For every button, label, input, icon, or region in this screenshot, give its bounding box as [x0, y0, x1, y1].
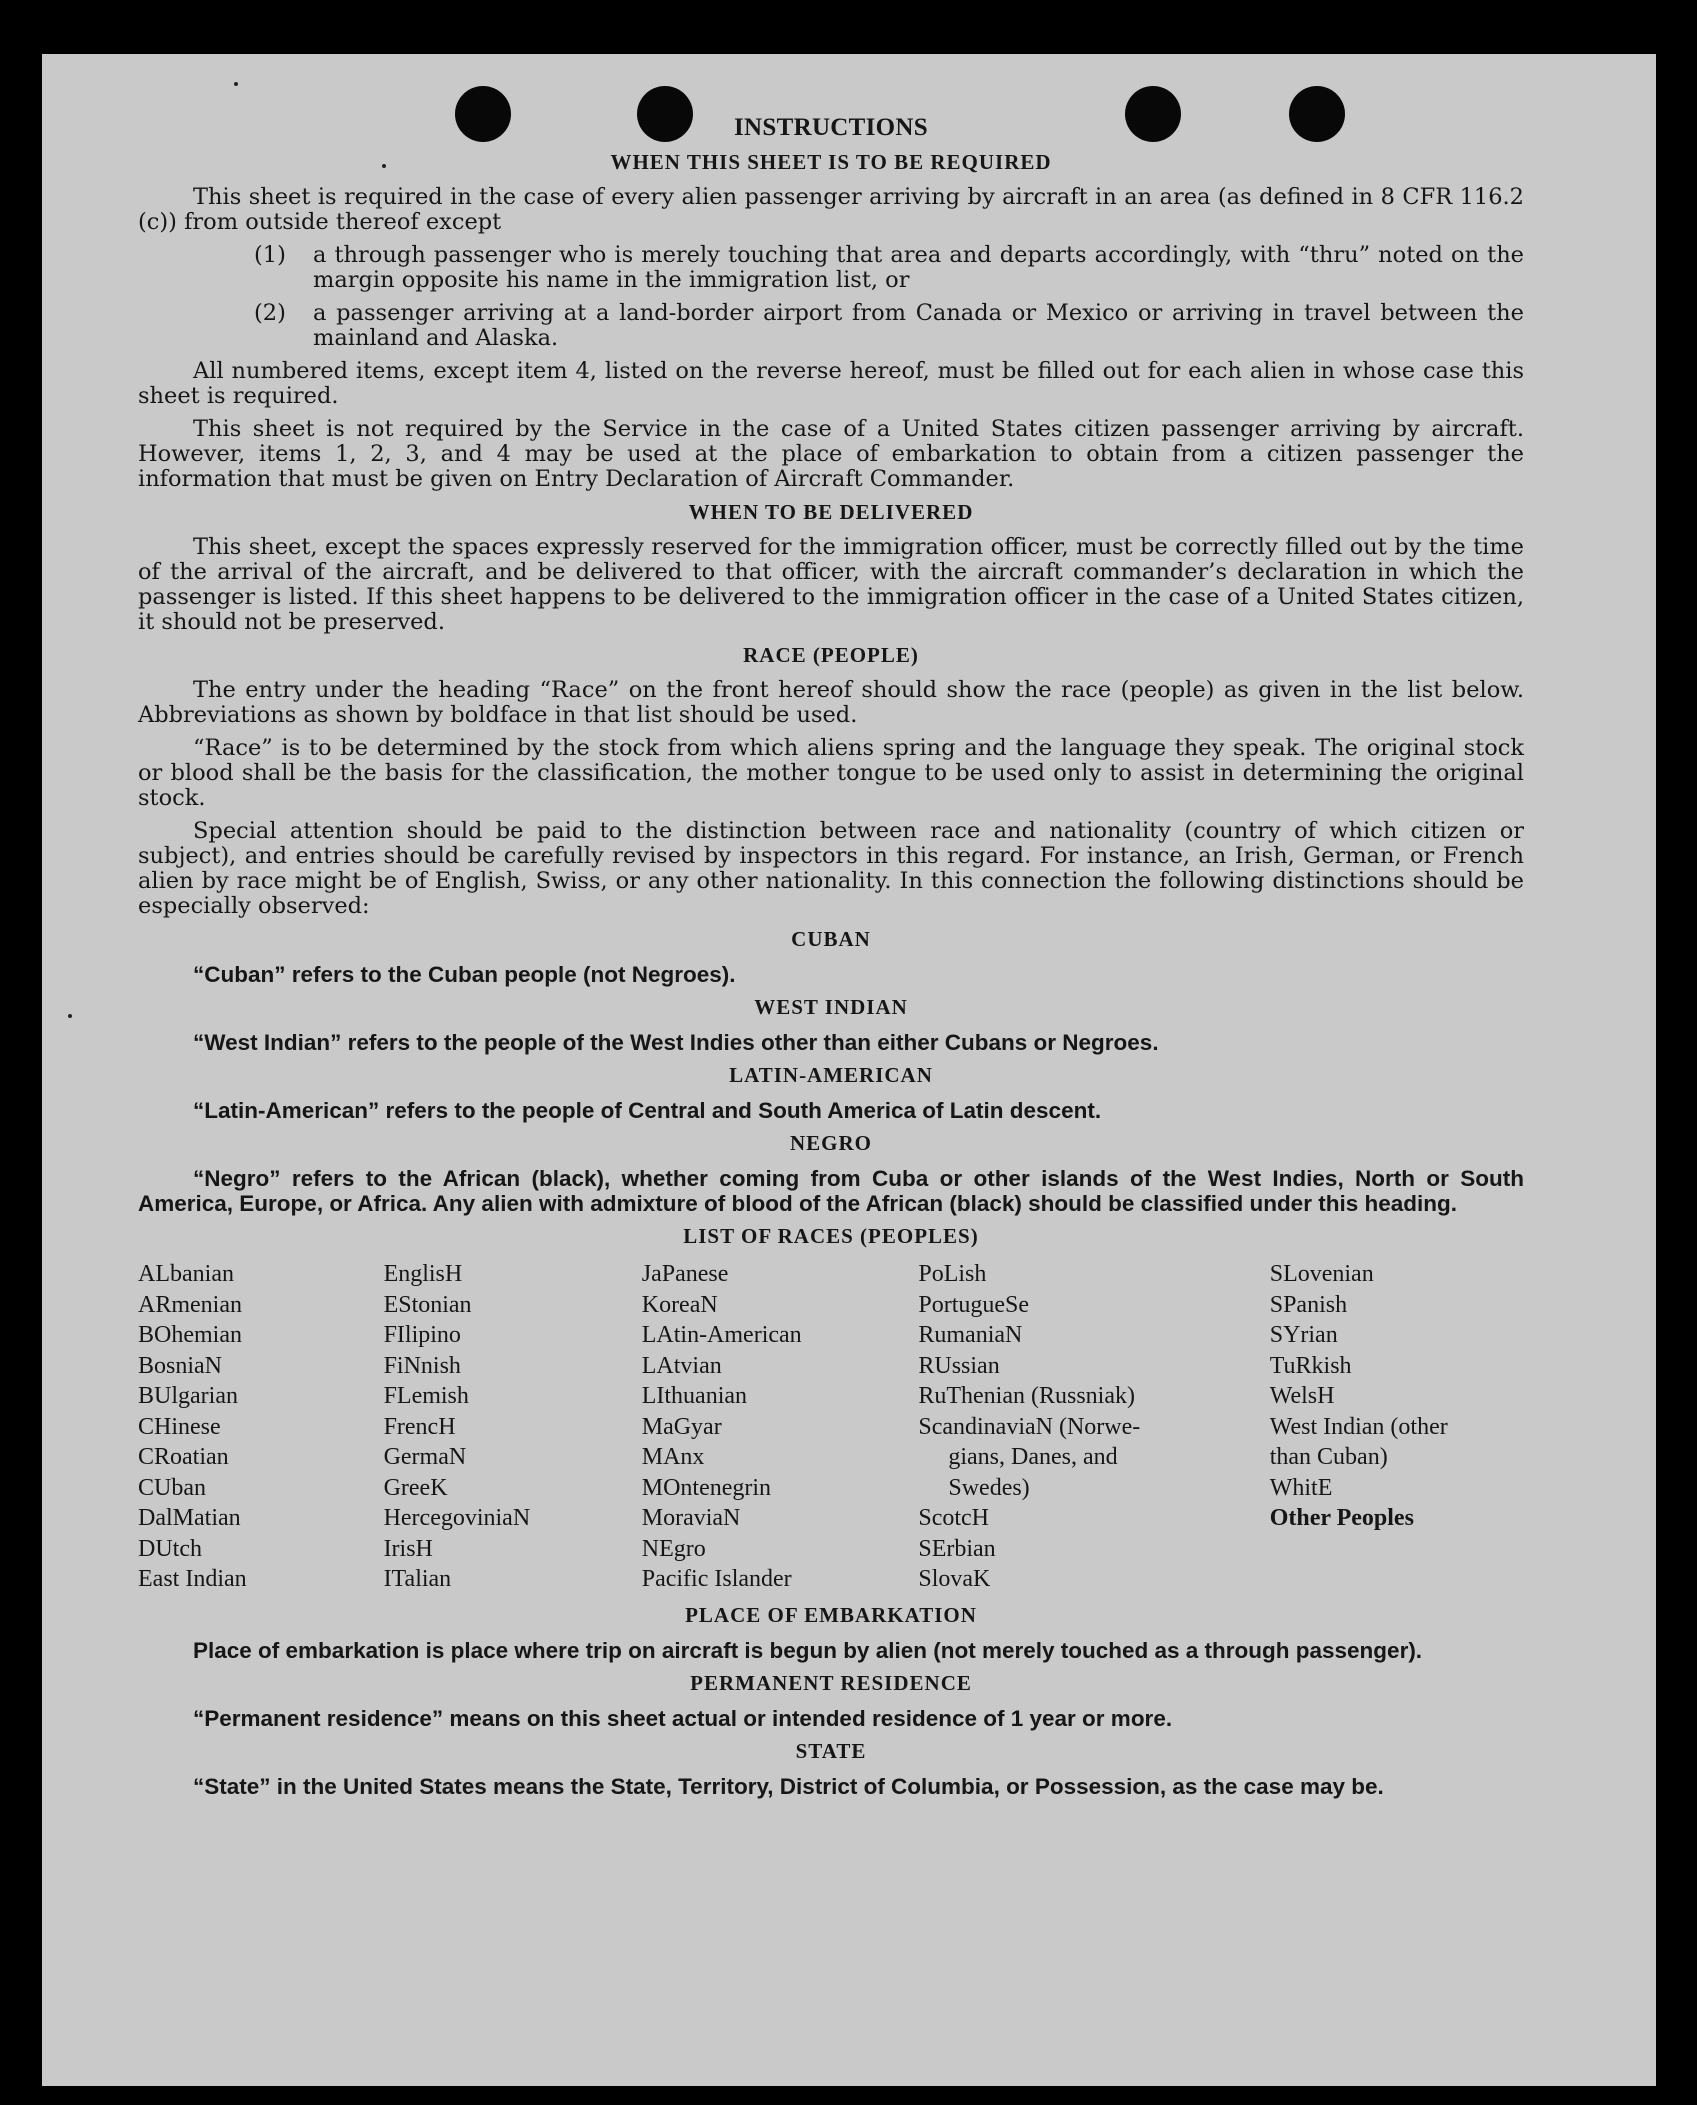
races-list — [138, 1259, 1524, 1595]
race-item: IrisH — [383, 1535, 433, 1562]
page-title: INSTRUCTIONS — [734, 114, 928, 141]
race-item: FrencH — [383, 1413, 456, 1440]
paragraph: “Cuban” refers to the Cuban people (not Negroes). — [193, 962, 736, 987]
speck — [68, 1014, 72, 1018]
race-item: TuRkish — [1269, 1352, 1352, 1379]
race-item: SLovenian — [1269, 1261, 1374, 1287]
race-item: ARmenian — [138, 1291, 242, 1318]
section-heading: CUBAN — [791, 927, 871, 951]
race-item: gians, Danes, and — [948, 1444, 1118, 1470]
race-item: WelsH — [1269, 1383, 1335, 1409]
race-item: SYrian — [1269, 1322, 1338, 1348]
paragraph: All numbered items, except item 4, listed on the reverse hereof, must be filled out for each alien in whose case this sheet is required. — [138, 358, 1524, 409]
section-heading: WEST INDIAN — [754, 995, 908, 1019]
race-item: LAtin-American — [641, 1322, 802, 1348]
races-column — [1270, 1259, 1524, 1595]
paragraph: “Permanent residence” means on this sheet actual or intended residence of 1 year or more. — [193, 1705, 1173, 1731]
race-item: than Cuban) — [1269, 1444, 1388, 1470]
race-item: BUlgarian — [138, 1383, 238, 1409]
paragraph: Special attention should be paid to the distinction between race and nationality (country of which citizen or subject), and entries should be carefully revised by inspectors in this regard. For instance, an Irish, German, or French alien by race might be of English, Swiss, or any other nationality. In this connection the following distinctions should be especially observed: — [138, 818, 1524, 919]
race-item: WhitE — [1269, 1474, 1333, 1501]
races-column — [642, 1259, 919, 1595]
punch-hole — [1125, 86, 1181, 142]
race-item: HercegoviniaN — [383, 1505, 531, 1531]
race-item: SErbian — [918, 1535, 996, 1562]
race-item: ScotcH — [918, 1505, 990, 1531]
race-item: West Indian (other — [1269, 1413, 1448, 1440]
section-heading: PLACE OF EMBARKATION — [685, 1602, 977, 1627]
race-item: FiNnish — [383, 1352, 461, 1379]
race-item: ALbanian — [138, 1261, 234, 1287]
document-sheet — [42, 54, 1656, 2086]
section-heading: LATIN-AMERICAN — [729, 1063, 933, 1087]
race-item: RumaniaN — [918, 1322, 1023, 1348]
exceptions-list — [138, 243, 1524, 351]
race-item: RUssian — [918, 1352, 1000, 1379]
race-item: CHinese — [138, 1413, 221, 1440]
races-column — [918, 1259, 1269, 1595]
paragraph: Place of embarkation is place where trip on aircraft is begun by alien (not merely touched as a through passenger). — [193, 1637, 1423, 1663]
race-item: RuThenian (Russniak) — [918, 1383, 1135, 1409]
race-item: EnglisH — [383, 1261, 463, 1287]
race-item: FLemish — [383, 1383, 469, 1409]
race-item: MOntenegrin — [641, 1474, 772, 1501]
section-heading: RACE (PEOPLE) — [743, 643, 919, 667]
paragraph: The entry under the heading “Race” on the front hereof should show the race (people) as given in the list below. Abbreviations as shown by boldface in that list should be used. — [138, 677, 1524, 728]
race-item: NEgro — [641, 1535, 706, 1562]
list-item: (2) a passenger arriving at a land-border airport from Canada or Mexico or arriving in travel between the mainland and Alaska. — [254, 300, 1524, 351]
race-item: SlovaK — [918, 1566, 991, 1592]
punch-hole — [1289, 86, 1345, 142]
paragraph: “State” in the United States means the State, Territory, District of Columbia, or Possession, as the case may be. — [193, 1773, 1384, 1799]
race-item: ScandinaviaN (Norwe- — [918, 1413, 1141, 1440]
race-item: Other Peoples — [1269, 1505, 1414, 1531]
race-item: LAtvian — [641, 1352, 722, 1379]
paragraph: “West Indian” refers to the people of the West Indies other than either Cubans or Negroes. — [193, 1030, 1159, 1055]
paragraph: This sheet is required in the case of every alien passenger arriving by aircraft in an area (as defined in 8 CFR 116.2 (c)) from outside thereof except — [138, 184, 1524, 235]
paragraph: This sheet is not required by the Service in the case of a United States citizen passenger arriving by aircraft. However, items 1, 2, 3, and 4 may be used at the place of embarkation to obtain from a citizen passenger the information that must be given on Entry Declaration of Aircraft Commander. — [138, 416, 1524, 492]
speck — [382, 164, 386, 168]
section-heading: PERMANENT RESIDENCE — [690, 1670, 972, 1695]
race-item: Pacific Islander — [641, 1566, 792, 1592]
paragraph: This sheet, except the spaces expressly reserved for the immigration officer, must be correctly filled out by the time of the arrival of the aircraft, and be delivered to that officer, with the aircraft commander’s declaration in which the passenger is listed. If this sheet happens to be delivered to the immigration officer in the case of a United States citizen, it should not be preserved. — [138, 534, 1524, 635]
race-item: KoreaN — [641, 1291, 718, 1318]
race-item: GermaN — [383, 1444, 467, 1470]
race-item: MAnx — [641, 1444, 705, 1470]
races-column — [138, 1259, 384, 1595]
race-item: GreeK — [383, 1474, 448, 1501]
section-heading: WHEN THIS SHEET IS TO BE REQUIRED — [610, 150, 1052, 174]
section-heading: WHEN TO BE DELIVERED — [688, 500, 974, 524]
race-item: DUtch — [138, 1535, 202, 1562]
race-item: PoLish — [918, 1261, 987, 1287]
paragraph: “Negro” refers to the African (black), whether coming from Cuba or other islands of the West Indies, North or South America, Europe, or Africa. Any alien with admixture of blood of the African (black) should be classified under this heading. — [138, 1166, 1524, 1216]
race-item: EStonian — [383, 1291, 472, 1318]
races-column — [384, 1259, 642, 1595]
race-item: SPanish — [1269, 1291, 1348, 1318]
speck — [234, 82, 238, 86]
race-item: CUban — [138, 1474, 206, 1501]
race-item: ITalian — [383, 1566, 452, 1592]
section-heading: NEGRO — [789, 1131, 872, 1155]
race-item: JaPanese — [641, 1261, 729, 1287]
race-item: Swedes) — [948, 1474, 1030, 1501]
race-item: FIlipino — [383, 1322, 461, 1348]
race-item: PortugueSe — [918, 1291, 1030, 1318]
section-heading: STATE — [795, 1738, 867, 1763]
race-item: BOhemian — [138, 1322, 242, 1348]
list-item: (1) a through passenger who is merely touching that area and departs accordingly, with “thru” noted on the margin opposite his name in the immigration list, or — [254, 242, 1524, 293]
race-item: East Indian — [138, 1566, 247, 1592]
race-item: CRoatian — [138, 1444, 229, 1470]
race-item: MaGyar — [641, 1413, 722, 1440]
paragraph: “Latin-American” refers to the people of Central and South America of Latin descent. — [193, 1098, 1102, 1123]
punch-hole — [637, 86, 693, 142]
race-item: LIthuanian — [641, 1383, 748, 1409]
race-item: DalMatian — [138, 1505, 241, 1531]
race-item: MoraviaN — [641, 1505, 741, 1531]
section-heading: LIST OF RACES (PEOPLES) — [683, 1224, 979, 1248]
race-item: BosniaN — [138, 1352, 222, 1379]
paragraph: “Race” is to be determined by the stock from which aliens spring and the language they speak. The original stock or blood shall be the basis for the classification, the mother tongue to be used only to assist in determining the original stock. — [138, 735, 1524, 811]
punch-hole — [455, 86, 511, 142]
